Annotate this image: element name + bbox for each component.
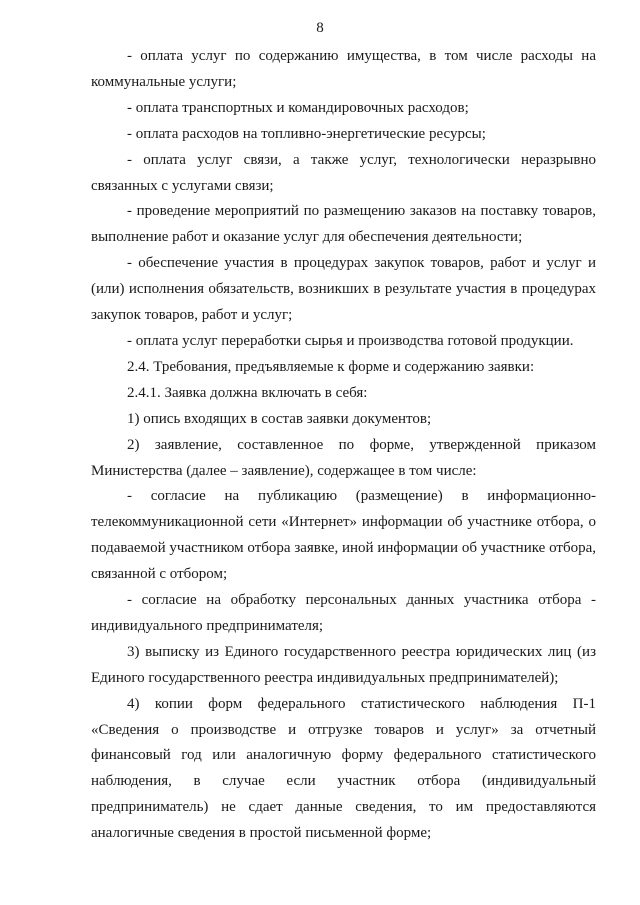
paragraph-section-2-4: 2.4. Требования, предъявляемые к форме и содержанию заявки: (127, 358, 535, 375)
paragraph-item-3: 3) выписку из Единого государственного реестра юридических лиц (из Единого государственного реестра индивидуальных предпринимателей); (91, 643, 596, 686)
document-body (91, 44, 596, 847)
paragraph-processing-costs: - оплата услуг переработки сырья и производства готовой продукции. (127, 332, 574, 349)
paragraph-fuel-costs: - оплата расходов на топливно-энергетические ресурсы; (127, 125, 486, 142)
paragraph-consent-personal-data: - согласие на обработку персональных данных участника отбора - индивидуального предпринимателя; (91, 592, 596, 634)
paragraph-item-2: 2) заявление, составленное по форме, утвержденной приказом Министерства (далее – заявление), содержащее в том числе: (91, 436, 596, 479)
paragraph-section-2-4-1: 2.4.1. Заявка должна включать в себя: (127, 384, 368, 401)
paragraph-item-1: 1) опись входящих в состав заявки документов; (127, 410, 432, 427)
paragraph-procurement-events: - проведение мероприятий по размещению заказов на поставку товаров, выполнение работ и оказание услуг для обеспечения деятельности; (91, 203, 596, 246)
paragraph-consent-publication: - согласие на публикацию (размещение) в информационно-телекоммуникационной сети «Интернет» информации об участнике отбора, о подаваемой участником отбора заявке, иной информации об участнике отбора, связанной с отбором; (91, 488, 596, 583)
paragraph-item-4: 4) копии форм федерального статистического наблюдения П-1 «Сведения о производстве и отгрузке товаров и услуг» за отчетный финансовый год или аналогичную форму федерального статистического наблюдения, в случае если участник отбора (индивидуальный предприниматель) не сдает данные сведения, то им предоставляются аналогичные сведения в простой письменной форме; (91, 695, 596, 842)
paragraph-communication-costs: - оплата услуг связи, а также услуг, технологически неразрывно связанных с услугами связи; (91, 151, 596, 194)
paragraph-property-costs: - оплата услуг по содержанию имущества, в том числе расходы на коммунальные услуги; (91, 48, 596, 90)
paragraph-procurement-participation: - обеспечение участия в процедурах закупок товаров, работ и услуг и (или) исполнения обязательств, возникших в результате участия в процедурах закупок товаров, работ и услуг; (91, 255, 596, 324)
page-number: 8 (316, 20, 324, 36)
paragraph-transport-costs: - оплата транспортных и командировочных расходов; (127, 99, 469, 116)
